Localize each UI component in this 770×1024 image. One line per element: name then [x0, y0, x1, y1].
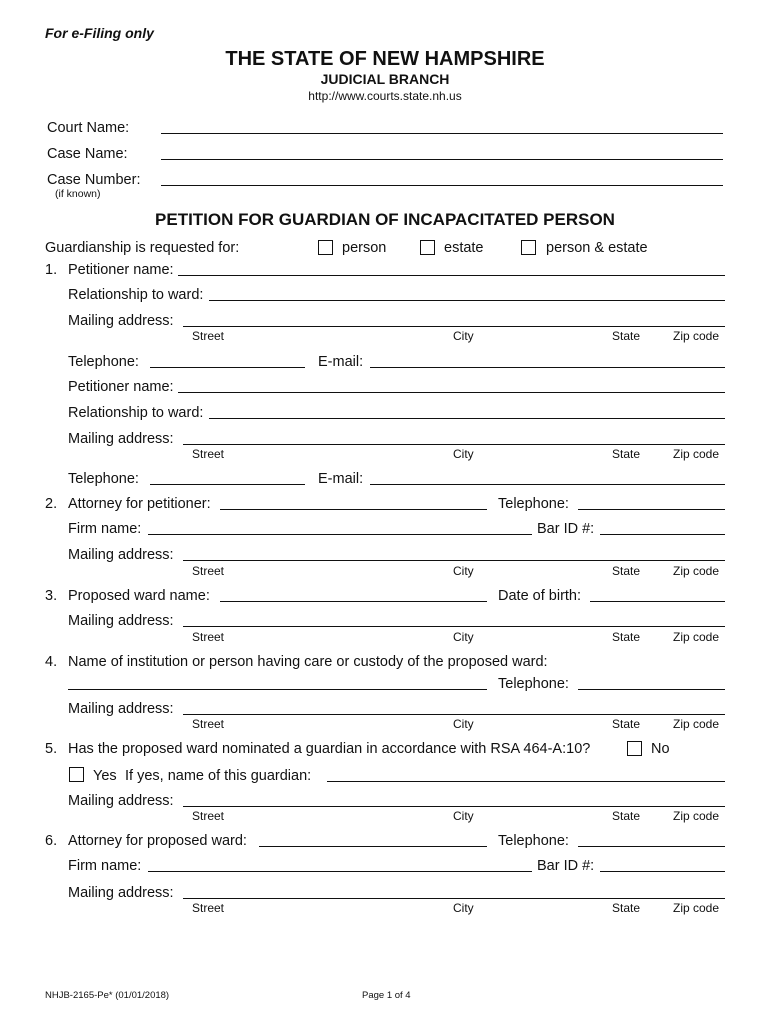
mailing-address-field[interactable] [183, 326, 725, 327]
firm-name-field[interactable] [148, 534, 532, 535]
street-label: Street [192, 717, 225, 731]
zip-label: Zip code [673, 447, 720, 461]
city-label: City [453, 630, 474, 644]
mailing-address-field[interactable] [183, 626, 725, 627]
telephone-label: Telephone: [498, 833, 569, 849]
city-label: City [453, 447, 474, 461]
street-label: Street [192, 630, 225, 644]
estate-option-label: estate [444, 240, 484, 256]
bar-id-label: Bar ID #: [537, 521, 595, 537]
telephone-field[interactable] [578, 689, 725, 690]
date-of-birth-field[interactable] [590, 601, 725, 602]
item-number: 5. [45, 741, 58, 757]
state-label: State [612, 717, 641, 731]
zip-label: Zip code [673, 717, 720, 731]
mailing-address-label: Mailing address: [68, 313, 174, 329]
form-id: NHJB-2165-Pe* (01/01/2018) [45, 990, 170, 1001]
petitioner-name-field[interactable] [178, 392, 725, 393]
street-label: Street [192, 809, 225, 823]
nominated-question: Has the proposed ward nominated a guardian in accordance with RSA 464-A:10? [68, 741, 591, 757]
case-name-label: Case Name: [47, 146, 128, 162]
institution-field[interactable] [68, 689, 487, 690]
mailing-address-field[interactable] [183, 444, 725, 445]
petitioner-name-label: Petitioner name: [68, 262, 174, 278]
relationship-field[interactable] [209, 418, 725, 419]
mailing-address-label: Mailing address: [68, 793, 174, 809]
telephone-label: Telephone: [498, 676, 569, 692]
city-label: City [453, 809, 474, 823]
case-name-field[interactable] [161, 159, 723, 160]
relationship-field[interactable] [209, 300, 725, 301]
firm-name-label: Firm name: [68, 858, 142, 874]
attorney-petitioner-label: Attorney for petitioner: [68, 496, 211, 512]
street-label: Street [192, 901, 225, 915]
mailing-address-field[interactable] [183, 898, 725, 899]
item-number: 6. [45, 833, 58, 849]
institution-label: Name of institution or person having care or custody of the proposed ward: [68, 654, 548, 670]
city-label: City [453, 329, 474, 343]
form-title: PETITION FOR GUARDIAN OF INCAPACITATED PERSON [155, 210, 615, 229]
city-label: City [453, 564, 474, 578]
telephone-field[interactable] [578, 846, 725, 847]
case-number-field[interactable] [161, 185, 723, 186]
person-option-label: person [342, 240, 387, 256]
mailing-address-label: Mailing address: [68, 613, 174, 629]
petitioner-name-label: Petitioner name: [68, 379, 174, 395]
telephone-field[interactable] [150, 484, 305, 485]
mailing-address-label: Mailing address: [68, 431, 174, 447]
mailing-address-label: Mailing address: [68, 885, 174, 901]
telephone-label: Telephone: [68, 354, 139, 370]
bar-id-label: Bar ID #: [537, 858, 595, 874]
zip-label: Zip code [673, 329, 720, 343]
attorney-petitioner-field[interactable] [220, 509, 487, 510]
no-label: No [651, 741, 670, 757]
item-number: 1. [45, 262, 58, 278]
firm-name-field[interactable] [148, 871, 532, 872]
relationship-label: Relationship to ward: [68, 287, 204, 303]
case-number-label: Case Number: [47, 172, 141, 188]
branch-heading: JUDICIAL BRANCH [320, 71, 450, 87]
mailing-address-label: Mailing address: [68, 701, 174, 717]
court-url[interactable]: http://www.courts.state.nh.us [308, 89, 462, 103]
state-label: State [612, 809, 641, 823]
bar-id-field[interactable] [600, 871, 725, 872]
item-number: 2. [45, 496, 58, 512]
email-label: E-mail: [318, 471, 364, 487]
firm-name-label: Firm name: [68, 521, 142, 537]
bar-id-field[interactable] [600, 534, 725, 535]
petitioner-name-field[interactable] [178, 275, 725, 276]
proposed-ward-name-label: Proposed ward name: [68, 588, 210, 604]
city-label: City [453, 901, 474, 915]
mailing-address-field[interactable] [183, 806, 725, 807]
guardian-name-field[interactable] [327, 781, 725, 782]
no-checkbox[interactable] [627, 741, 642, 756]
guardian-name-label: If yes, name of this guardian: [125, 768, 312, 784]
city-label: City [453, 717, 474, 731]
attorney-ward-label: Attorney for proposed ward: [68, 833, 247, 849]
proposed-ward-name-field[interactable] [220, 601, 487, 602]
telephone-label: Telephone: [498, 496, 569, 512]
state-label: State [612, 329, 641, 343]
person-estate-option-label: person & estate [546, 240, 648, 256]
state-label: State [612, 564, 641, 578]
telephone-field[interactable] [578, 509, 725, 510]
zip-label: Zip code [673, 809, 720, 823]
mailing-address-label: Mailing address: [68, 547, 174, 563]
state-label: State [612, 630, 641, 644]
state-heading: THE STATE OF NEW HAMPSHIRE [225, 48, 545, 70]
email-field[interactable] [370, 484, 725, 485]
state-label: State [612, 901, 641, 915]
state-label: State [612, 447, 641, 461]
estate-checkbox[interactable] [420, 240, 435, 255]
zip-label: Zip code [673, 564, 720, 578]
relationship-label: Relationship to ward: [68, 405, 204, 421]
if-known-note: (if known) [55, 188, 101, 200]
telephone-label: Telephone: [68, 471, 139, 487]
yes-checkbox[interactable] [69, 767, 84, 782]
guardianship-label: Guardianship is requested for: [45, 240, 240, 256]
zip-label: Zip code [673, 901, 720, 915]
date-of-birth-label: Date of birth: [498, 588, 582, 604]
attorney-ward-field[interactable] [259, 846, 487, 847]
item-number: 3. [45, 588, 58, 604]
email-field[interactable] [370, 367, 725, 368]
page-number: Page 1 of 4 [362, 990, 411, 1001]
person-checkbox[interactable] [318, 240, 333, 255]
court-name-label: Court Name: [47, 120, 130, 136]
mailing-address-field[interactable] [183, 560, 725, 561]
person-estate-checkbox[interactable] [521, 240, 536, 255]
street-label: Street [192, 329, 225, 343]
street-label: Street [192, 564, 225, 578]
item-number: 4. [45, 654, 58, 670]
zip-label: Zip code [673, 630, 720, 644]
court-name-field[interactable] [161, 133, 723, 134]
yes-label: Yes [93, 768, 117, 784]
email-label: E-mail: [318, 354, 364, 370]
street-label: Street [192, 447, 225, 461]
telephone-field[interactable] [150, 367, 305, 368]
mailing-address-field[interactable] [183, 714, 725, 715]
efiling-notice: For e-Filing only [45, 25, 154, 41]
